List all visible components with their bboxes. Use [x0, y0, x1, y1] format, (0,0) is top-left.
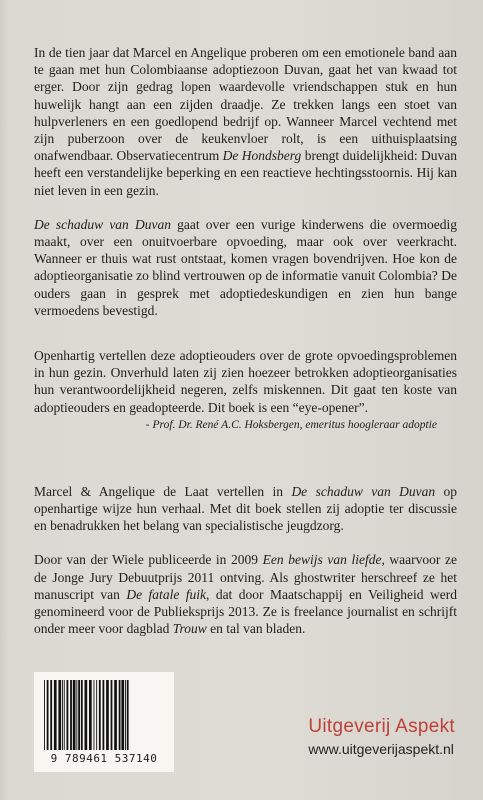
synopsis-paragraph-1	[34, 44, 457, 199]
ghostwriter-paragraph	[34, 551, 457, 637]
quote-attribution: - Prof. Dr. René A.C. Hoksbergen, emeritus hoogleraar adoptie	[145, 418, 437, 431]
p4a: Marcel & Angelique de Laat vertellen in	[34, 483, 292, 499]
p4b: op openhartige wijze hun verhaal. Met dit boek stellen zij adoptie ter discussie en benadrukken het belang van specialistische jeugdzorg.	[34, 483, 458, 534]
p1-text: In de tien jaar dat Marcel en Angelique proberen om een emotionele band aan te gaan met hun Colombiaanse adoptiezoon Duvan, gaat het van kwaad tot erger. Door zijn gedrag lopen waardevolle vriendschappen stuk en hun huwelijk hangt aan een zijden draadje. Ze trekken langs een stoet van hulpverleners en een goedlopend bedrijf op. Wanneer Marcel vechtend met zijn puberzoon over de keukenvloer rolt, is een uithuisplaatsing onafwendbaar. Observatiecentrum	[34, 45, 457, 164]
p5-italic-3: Trouw	[172, 621, 207, 637]
authors-paragraph	[34, 483, 457, 535]
publisher-name: Uitgeverij Aspekt	[308, 716, 455, 737]
synopsis-paragraph-2	[34, 216, 457, 319]
barcode	[34, 672, 174, 772]
barcode-number: 9 789461 537140	[50, 752, 158, 765]
p5c: , dat door Maatschappij en Veiligheid werd genomineerd voor de Publieksprijs 2013. Ze is freelance journalist en schrijft onder meer voor dagblad	[34, 586, 457, 637]
p5d: en tal van bladen.	[206, 621, 306, 637]
p5-italic-1: Een bewijs van liefde	[262, 552, 382, 568]
publisher-url: www.uitgeverijaspekt.nl	[308, 741, 454, 757]
p1-italic: De Hondsberg	[222, 148, 302, 164]
publisher-block	[308, 716, 455, 757]
p5b: , waarvoor ze de Jonge Jury Debuutprijs 2011 ontving. Als ghostwriter herschreef ze het manuscript van	[34, 552, 457, 602]
barcode-bars	[42, 680, 166, 750]
p5a: Door van der Wiele publiceerde in 2009	[34, 552, 263, 568]
quote-text: Openhartig vertellen deze adoptieouders over de grote opvoedingsproblemen in hun gezin. Onverhuld laten zij zien hoezeer betrokken adoptieorganisaties hun verantwoordelijkheid negeren, zelfs miskennen. Dit gaat ten koste van adoptieouders en geadopteerde. Dit boek is een “eye-opener”.	[34, 348, 457, 415]
endorsement-quote	[34, 347, 457, 433]
p2-italic: De schaduw van Duvan	[34, 216, 171, 232]
p2-text: gaat over een vurige kinderwens die overmoedig maakt, over een onuitvoerbare opvoeding, maar ook over veerkracht. Wanneer er thuis wat rust ontstaat, komen vragen bovendrijven. Hoe kon de adoptieorganisatie zo blind vertrouwen op de informatie vanuit Colombia? De ouders gaan in gesprek met adoptiedeskundigen en zien hun bange vermoedens bevestigd.	[34, 216, 457, 318]
p5-italic-2: De fatale fuik	[126, 586, 206, 602]
p4-italic: De schaduw van Duvan	[291, 483, 436, 499]
p1-end: brengt duidelijkheid: Duvan heeft een verstandelijke beperking en een reactieve hechtingsstoornis. Hij kan niet leven in een gezin.	[34, 148, 457, 198]
